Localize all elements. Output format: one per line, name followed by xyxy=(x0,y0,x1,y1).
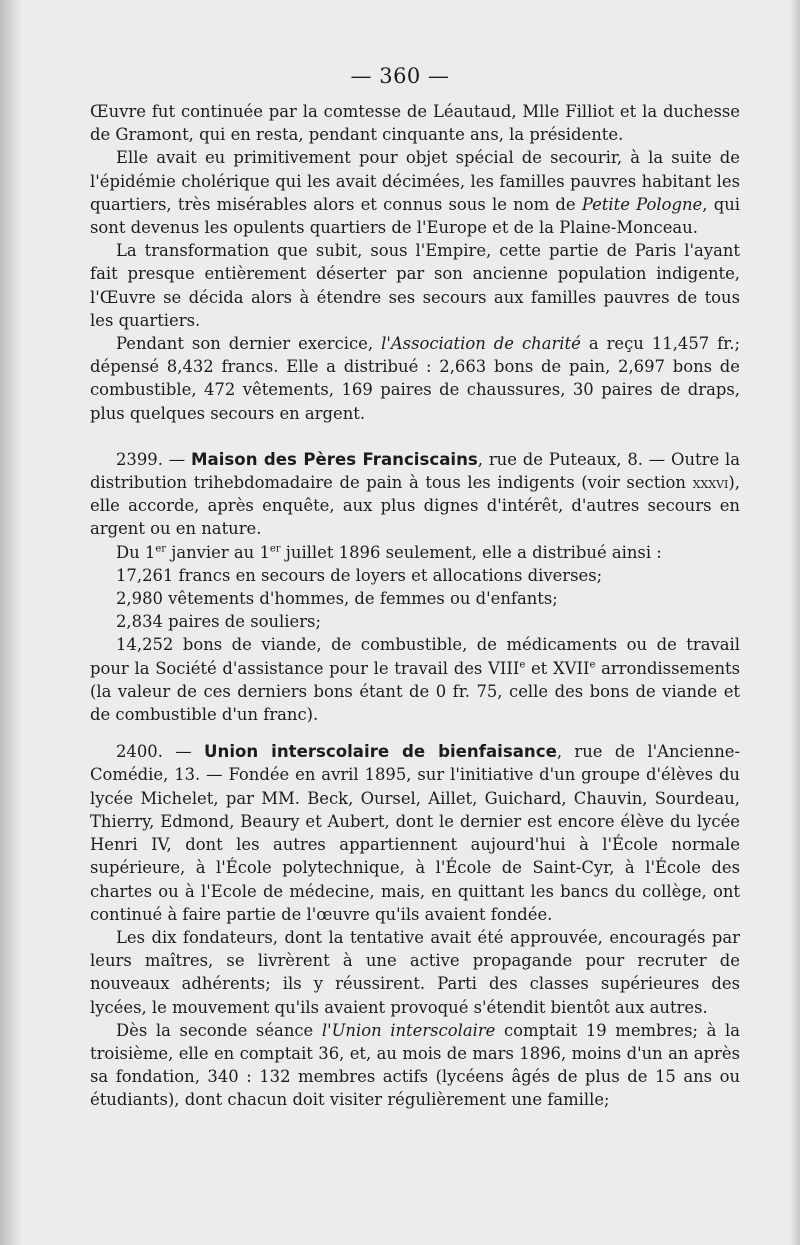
list-item: 2,980 vêtements d'hommes, de femmes ou d'enfants; xyxy=(116,589,558,609)
entry-title: Union interscolaire de bienfaisance xyxy=(204,742,557,762)
entry-2400: 2400. — Union interscolaire de bienfaisance, rue de l'Ancienne-Comédie, 13. — Fondée en avril 1895, sur l'initiative d'un groupe d'élèves du lycée Michelet, par MM. Beck, Oursel, Aillet, Guichard, Chauvin, Sourdeau, Thierry, Edmond, Beaury et Aubert, dont le dernier est encore élève du lycée Henri IV, dont les autres appartiennent aujourd'hui à l'École normale supérieure, à l'École polytechnique, à l'École de Saint-Cyr, à l'École des chartes ou à l'Ecole de médecine, mais, en quittant les bancs du collège, ont continué à faire partie de l'œuvre qu'ils avaient fondée. xyxy=(90,742,740,924)
entry-number: 2400. — xyxy=(116,742,205,762)
paragraph: Pendant son dernier exercice, l'Association de charité a reçu 11,457 fr.; dépensé 8,432 francs. Elle a distribué : 2,663 bons de pain, 2,697 bons de combustible, 472 vêtements, 169 paires de chaussures, 30 paires de draps, plus quelques secours en argent. xyxy=(90,334,740,423)
list-item: 17,261 francs en secours de loyers et allocations diverses; xyxy=(116,565,603,585)
entry-title: Maison des Pères Franciscains xyxy=(191,449,478,469)
paragraph: Elle avait eu primitivement pour objet spécial de secourir, à la suite de l'épidémie cholérique qui les avait décimées, les familles pauvres habitant les quartiers, très misérables alors et connus sous le nom de Petite Pologne, qui sont devenus les opulents quartiers de l'Europe et de la Plaine-Monceau. xyxy=(90,148,740,238)
list-item: 2,834 paires de souliers; xyxy=(116,612,321,632)
list-item: 14,252 bons de viande, de combustible, de médicaments ou de travail pour la Société d'assistance pour le travail des VIIIe et XVIIe arrondissements (la valeur de ces derniers bons étant de 0 fr. 75, celle des bons de viande et de combustible d'un franc). xyxy=(90,635,740,725)
paragraph: Du 1er janvier au 1er juillet 1896 seulement, elle a distribué ainsi : xyxy=(116,542,662,562)
paragraph: Dès la seconde séance l'Union interscolaire comptait 19 membres; à la troisième, elle en comptait 36, et, au mois de mars 1896, moins d'un an après sa fondation, 340 : 132 membres actifs (lycéens âgés de plus de 15 ans ou étudiants), dont chacun doit visiter régulièrement une famille; xyxy=(90,1020,740,1110)
paragraph: Œuvre fut continuée par la comtesse de Léautaud, Mlle Filliot et la duchesse de Gramont, qui en resta, pendant cinquante ans, la présidente. xyxy=(90,102,740,145)
page-number: — 360 — xyxy=(350,64,450,88)
paragraph: La transformation que subit, sous l'Empire, cette partie de Paris l'ayant fait presque entièrement déserter par son ancienne population indigente, l'Œuvre se décida alors à étendre ses secours aux familles pauvres de tous les quartiers. xyxy=(90,241,740,330)
paragraph: Les dix fondateurs, dont la tentative avait été approuvée, encouragés par leurs maîtres, se livrèrent à une active propagande pour recruter de nouveaux adhérents; ils y réussirent. Parti des classes supérieures des lycées, le mouvement qu'ils avaient provoqué s'étendit bientôt aux autres. xyxy=(90,927,740,1017)
body-text xyxy=(90,100,740,1112)
entry-number: 2399. — xyxy=(116,449,192,469)
entry-2399: 2399. — Maison des Pères Franciscains, rue de Puteaux, 8. — Outre la distribution trihebdomadaire de pain à tous les indigents (voir section xxxvi), elle accorde, après enquête, aux plus dignes d'intérêt, d'autres secours en argent ou en nature. xyxy=(90,449,741,539)
